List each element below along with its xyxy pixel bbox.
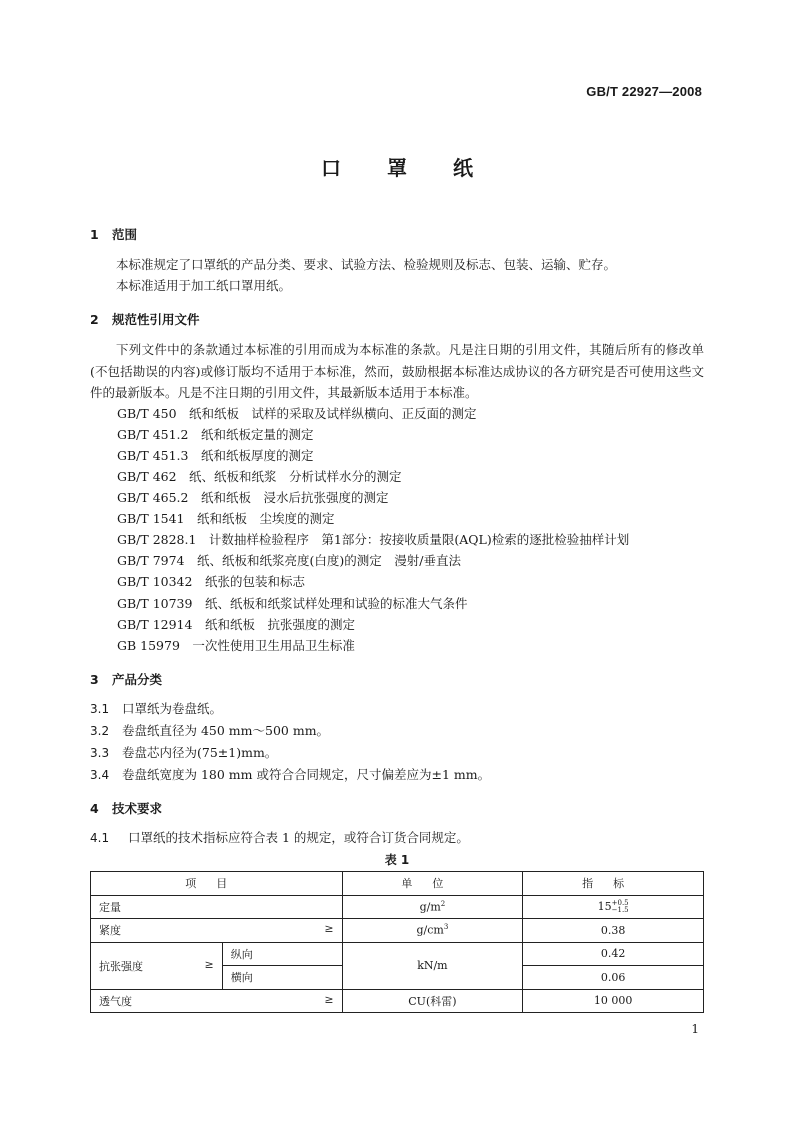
row-item-label: 紧度 <box>99 924 121 938</box>
section-title: 规范性引用文件 <box>112 312 200 327</box>
unit-base: g/cm <box>416 924 444 938</box>
table-row <box>91 895 704 919</box>
row-item: 定量 <box>91 895 343 919</box>
row-value: 0.06 <box>523 966 704 990</box>
section-4-heading <box>90 799 162 817</box>
reference-item: GB/T 1541 纸和纸板 尘埃度的测定 <box>117 511 335 526</box>
clause-text: 卷盘芯内径为(75±1)mm。 <box>122 745 278 760</box>
section-2-heading <box>90 310 200 328</box>
section-number: 4 <box>90 801 99 816</box>
ge-symbol: ≥ <box>204 957 214 971</box>
section-2-intro: 下列文件中的条款通过本标准的引用而成为本标准的条款。凡是注日期的引用文件，其随后所有的修改单(不包括勘误的内容)或修订版均不适用于本标准，然而，鼓励根据本标准达成协议的各方研究是否可使用这些文件的最新版本。凡是不注日期的引用文件，其最新版本适用于本标准。 <box>90 342 704 400</box>
unit-superscript: 2 <box>440 899 446 908</box>
table-header-row <box>91 872 704 896</box>
reference-item: GB/T 462 纸、纸板和纸浆 分析试样水分的测定 <box>117 469 402 484</box>
row-value <box>523 895 704 919</box>
header-value-label: 指标 <box>582 877 645 891</box>
row-value: 0.42 <box>523 942 704 966</box>
row-value: 10 000 <box>523 989 704 1013</box>
clause-3-3 <box>90 743 277 761</box>
spec-table <box>90 871 704 1013</box>
reference-item: GB/T 450 纸和纸板 试样的采取及试样纵横向、正反面的测定 <box>117 406 477 421</box>
page-number: 1 <box>691 1022 699 1036</box>
table-row <box>91 942 704 966</box>
section-number: 2 <box>90 312 99 327</box>
header-unit <box>342 872 523 896</box>
row-unit: kN/m <box>342 942 523 989</box>
tolerance <box>612 900 629 914</box>
row-item <box>91 942 223 989</box>
clause-number: 3.4 <box>90 768 110 782</box>
row-item <box>91 989 343 1013</box>
reference-item: GB/T 10739 纸、纸板和纸浆试样处理和试验的标准大气条件 <box>117 596 468 611</box>
tolerance-minus: −1.5 <box>611 905 629 914</box>
clause-number: 3.1 <box>90 702 110 716</box>
reference-item: GB/T 12914 纸和纸板 抗张强度的测定 <box>117 617 355 632</box>
table-caption: 表 1 <box>384 853 410 867</box>
header-item-label: 项目 <box>185 877 248 891</box>
reference-item: GB 15979 一次性使用卫生用品卫生标准 <box>117 638 355 653</box>
table-row <box>91 989 704 1013</box>
row-item-label: 抗张强度 <box>99 959 143 973</box>
row-unit: CU(科雷) <box>342 989 523 1013</box>
section-1-paragraph-2: 本标准适用于加工纸口罩用纸。 <box>116 278 292 293</box>
value-nominal: 15 <box>597 899 612 913</box>
clause-text: 卷盘纸宽度为 180 mm 或符合合同规定，尺寸偏差应为±1 mm。 <box>122 767 491 782</box>
row-item-label: 透气度 <box>99 994 132 1008</box>
table-row <box>91 919 704 943</box>
row-value: 0.38 <box>523 919 704 943</box>
clause-text: 口罩纸为卷盘纸。 <box>122 701 223 716</box>
clause-number: 3.3 <box>90 746 110 760</box>
header-value <box>523 872 704 896</box>
reference-item: GB/T 451.2 纸和纸板定量的测定 <box>117 427 314 442</box>
clause-text: 口罩纸的技术指标应符合表 1 的规定，或符合订货合同规定。 <box>128 830 469 845</box>
clause-3-1 <box>90 699 222 717</box>
section-3-heading <box>90 670 162 688</box>
section-1-heading <box>90 225 137 243</box>
reference-item: GB/T 10342 纸张的包装和标志 <box>117 574 305 589</box>
clause-text: 卷盘纸直径为 450 mm～500 mm。 <box>122 723 330 738</box>
reference-item: GB/T 451.3 纸和纸板厚度的测定 <box>117 448 314 463</box>
tolerance-plus: +0.5 <box>611 898 629 907</box>
row-unit <box>342 919 523 943</box>
ge-symbol: ≥ <box>324 922 334 936</box>
document-title: 口罩纸 <box>321 156 519 180</box>
reference-item: GB/T 465.2 纸和纸板 浸水后抗张强度的测定 <box>117 490 389 505</box>
clause-3-2 <box>90 721 329 739</box>
clause-number: 4.1 <box>90 831 110 845</box>
standard-number: GB/T 22927—2008 <box>586 84 702 99</box>
reference-item: GB/T 2828.1 计数抽样检验程序 第1部分：按接收质量限(AQL)检索的逐批检验抽样计划 <box>117 532 630 547</box>
ge-symbol: ≥ <box>324 992 334 1006</box>
section-number: 3 <box>90 672 99 687</box>
section-1-paragraph-1: 本标准规定了口罩纸的产品分类、要求、试验方法、检验规则及标志、包装、运输、贮存。 <box>116 257 617 272</box>
unit-base: g/m <box>419 900 441 914</box>
section-number: 1 <box>90 227 99 242</box>
header-unit-label: 单位 <box>401 877 464 891</box>
row-subitem: 纵向 <box>222 942 342 966</box>
row-subitem: 横向 <box>222 966 342 990</box>
clause-4-1 <box>90 828 469 846</box>
clause-3-4 <box>90 765 490 783</box>
unit-superscript: 3 <box>443 923 449 932</box>
section-title: 产品分类 <box>112 672 163 687</box>
row-item <box>91 919 343 943</box>
section-title: 技术要求 <box>112 801 163 816</box>
clause-number: 3.2 <box>90 724 110 738</box>
reference-item: GB/T 7974 纸、纸板和纸浆亮度(白度)的测定 漫射/垂直法 <box>117 553 461 568</box>
section-title: 范围 <box>112 227 138 242</box>
header-item <box>91 872 343 896</box>
row-unit <box>342 895 523 919</box>
